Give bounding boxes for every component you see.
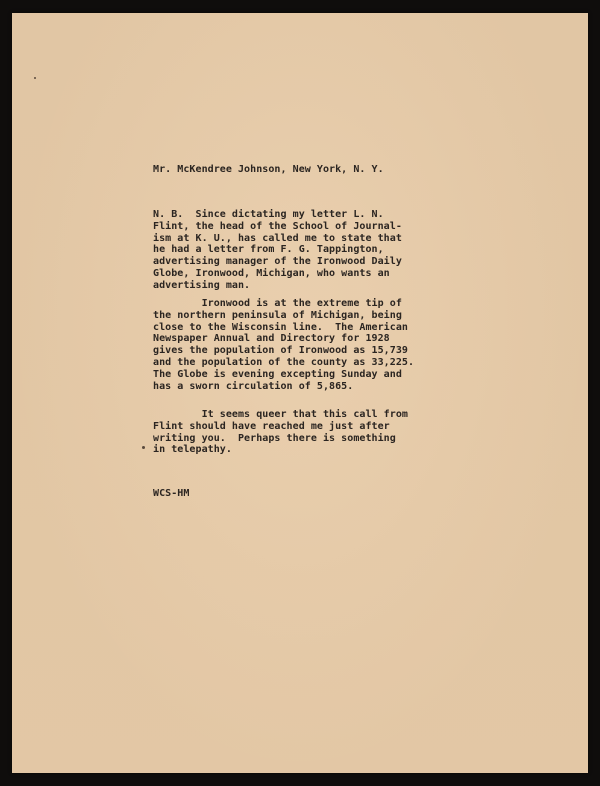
text-line: close to the Wisconsin line. The American bbox=[153, 321, 408, 333]
text-line: Flint, the head of the School of Journal- bbox=[153, 220, 402, 232]
paragraph-nb bbox=[153, 209, 402, 292]
text-line: Newspaper Annual and Directory for 1928 bbox=[153, 333, 390, 345]
text-line: Globe, Ironwood, Michigan, who wants an bbox=[153, 267, 390, 279]
text-line: in telepathy. bbox=[153, 444, 232, 456]
text-line: ism at K. U., has called me to state that bbox=[153, 232, 402, 244]
paper-speck bbox=[34, 77, 36, 79]
text-line: Flint should have reached me just after bbox=[153, 420, 390, 432]
letter-page bbox=[12, 13, 588, 773]
text-line: writing you. Perhaps there is something bbox=[153, 432, 396, 444]
text-line: the northern peninsula of Michigan, being bbox=[153, 309, 402, 321]
text-line: advertising manager of the Ironwood Daily bbox=[153, 256, 402, 268]
typist-initials: WCS-HM bbox=[153, 488, 190, 499]
text-line: he had a letter from F. G. Tappington, bbox=[153, 244, 384, 256]
text-line: and the population of the county as 33,225. bbox=[153, 356, 415, 368]
letter-heading: Mr. McKendree Johnson, New York, N. Y. bbox=[153, 164, 384, 175]
paragraph-telepathy bbox=[153, 409, 408, 456]
text-line: advertising man. bbox=[153, 279, 251, 291]
text-line: It seems queer that this call from bbox=[153, 409, 408, 420]
text-line: N. B. Since dictating my letter L. N. bbox=[153, 209, 384, 220]
text-line: Ironwood is at the extreme tip of bbox=[153, 298, 402, 309]
paper-speck bbox=[142, 446, 145, 449]
paragraph-ironwood bbox=[153, 298, 414, 392]
text-line: gives the population of Ironwood as 15,739 bbox=[153, 345, 408, 357]
text-line: The Globe is evening excepting Sunday and bbox=[153, 368, 402, 380]
text-line: has a sworn circulation of 5,865. bbox=[153, 380, 354, 392]
